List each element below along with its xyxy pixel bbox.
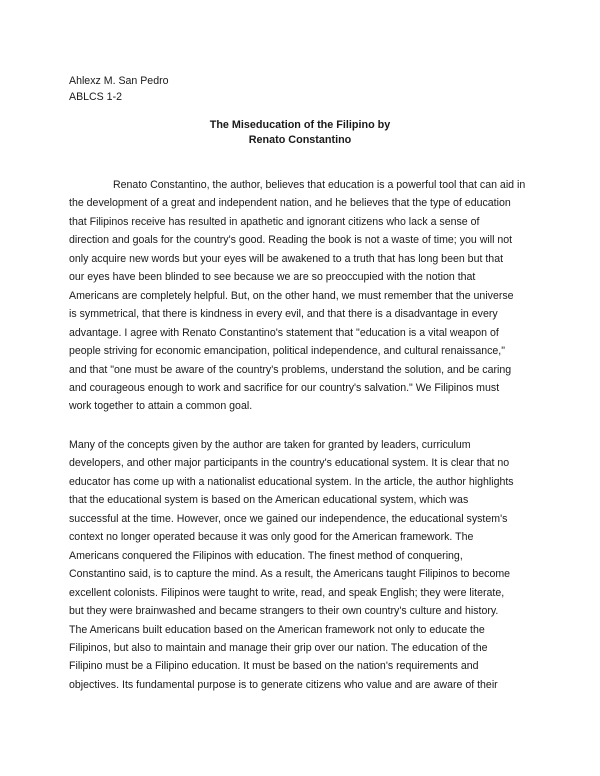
- paragraph-line: developers, and other major participants in the country's educational system. It is clear that no: [69, 457, 510, 470]
- paragraph-line: Americans are completely helpful. But, on the other hand, we must remember that the universe: [69, 289, 514, 302]
- paragraph-line: Americans conquered the Filipinos with education. The finest method of conquering,: [69, 549, 463, 562]
- paragraph-line: Many of the concepts given by the author are taken for granted by leaders, curriculum: [69, 439, 471, 451]
- paragraph-line: Filipinos, but also to maintain and manage their grip over our nation. The education of the: [69, 641, 488, 654]
- paragraph-1: [69, 176, 544, 416]
- document-title: [0, 118, 600, 147]
- paragraph-line: advantage. I agree with Renato Constantino's statement that "education is a vital weapon of: [69, 326, 499, 339]
- paragraph-line: and that "one must be aware of the country's problems, understand the solution, and be caring: [69, 363, 512, 376]
- paragraph-line: that the educational system is based on the American educational system, which was: [69, 494, 469, 507]
- paragraph-line: context no longer operated because it was only good for the American framework. The: [69, 531, 474, 544]
- title-line-1: The Miseducation of the Filipino by: [209, 119, 391, 131]
- paragraph-line: the development of a great and independent nation, and he believes that the type of education: [69, 197, 511, 210]
- paragraph-line: only acquire new words but your eyes will be awakened to a truth that has long been but that: [69, 252, 504, 265]
- paragraph-line: excellent colonists. Filipinos were taught to write, read, and speak English; they were literate,: [69, 586, 505, 599]
- paragraph-line: The Americans built education based on the American framework not only to educate the: [69, 623, 485, 636]
- paragraph-line: people striving for economic emancipation, political independence, and cultural renaissance,": [69, 345, 506, 358]
- paragraph-line: work together to attain a common goal.: [69, 400, 253, 413]
- paragraph-line: that Filipinos receive has resulted in apathetic and ignorant citizens who lack a sense of: [69, 215, 480, 228]
- paragraph-line: direction and goals for the country's good. Reading the book is not a waste of time; you will not: [69, 234, 513, 247]
- paragraph-line: Constantino said, is to capture the mind. As a result, the Americans taught Filipinos to become: [69, 568, 511, 581]
- paragraph-line: Filipino must be a Filipino education. It must be based on the nation's requirements and: [69, 660, 479, 673]
- title-line-2: Renato Constantino: [248, 133, 352, 146]
- paragraph-line: successful at the time. However, once we gained our independence, the educational system's: [69, 512, 508, 525]
- document-header: [69, 73, 169, 105]
- paragraph-line: and courageous enough to work and sacrifice for our country's salvation." We Filipinos must: [69, 381, 500, 394]
- author-name: Ahlexz M. San Pedro: [69, 75, 169, 87]
- paragraph-line: but they were brainwashed and became strangers to their own country's culture and history.: [69, 605, 499, 618]
- paragraph-line: objectives. Its fundamental purpose is to generate citizens who value and are aware of their: [69, 678, 498, 691]
- paragraph-line: is symmetrical, that there is kindness in every evil, and that there is a disadvantage in every: [69, 308, 498, 321]
- paragraph-line: Renato Constantino, the author, believes that education is a powerful tool that can aid in: [113, 179, 526, 191]
- paragraph-line: our eyes have been blinded to see because we are so preoccupied with the notion that: [69, 271, 476, 284]
- class-section: ABLCS 1-2: [69, 91, 122, 103]
- paragraph-2: [69, 436, 544, 694]
- paragraph-line: educator has come up with a nationalist educational system. In the article, the author highlights: [69, 475, 514, 488]
